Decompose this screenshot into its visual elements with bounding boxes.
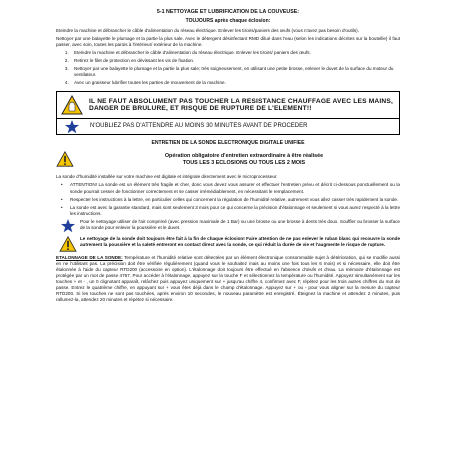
cleaning-note-row — [56, 219, 400, 233]
warning-row — [57, 92, 399, 119]
warning-triangle-hand-icon — [57, 95, 87, 115]
sensor-bullet: • ATTENTION! La sonde est un élément très fragile et cher, donc vous devez vous assurer et effectuer l'entretien prévu et décrit ci-dessous ponctuellement ou la sonde pourrait cesser de fonctionner correctement et se casser irrémédiablement, en nécessitant le remplacement. — [70, 182, 400, 194]
blue-star-icon — [56, 219, 80, 233]
sensor-bullet-list — [56, 182, 400, 216]
warning-triangle-icon — [56, 151, 88, 169]
warning-block-text: Le nettoyage de la sonde doit toujours être fait à la fin de chaque éclosion! Faire attention de ne pas enlever le ruban blanc qui recouvre la sonde autrement la poussière et la saleté entreront en contact direct avec la sonde, ce qui réduit la durée de vie et l'augmente le risque de rupture. — [80, 235, 400, 247]
warning-text: IL NE FAUT ABSOLUMENT PAS TOUCHER LA RESISTANCE CHAUFFAGE AVEC LES MAINS, DANGER DE BRULURE, ET RISQUE DE RUPTURE DE L'ELEMENT!! — [89, 97, 393, 113]
mandatory-operation-text — [88, 153, 400, 167]
intro-paragraph-1: Eteindre la machine et débrancher le câble d'alimentation du réseau électrique. Enlever les tiroirs/paniers des œufs (vous n'avez pas besoin d'outils). — [56, 27, 359, 33]
sensor-bullet: • La sonde est avec la garantie standard, mais sont seulement 3 mois pour ce qui concerne la précision d'étalonnage et seulement si vous aurez respecté à la lettre les instructions. — [70, 205, 400, 217]
document-page — [56, 9, 400, 305]
calibration-paragraph — [56, 255, 400, 304]
page-subtitle: TOUJOURS après chaque éclosion: — [185, 17, 271, 24]
cleaning-steps-list — [56, 50, 400, 86]
blue-star-icon — [57, 120, 87, 134]
mandatory-operation-line-1: Opération obligatoire d'entretien extraordinaire à être réalisée — [164, 153, 324, 160]
cleaning-step: 3. Nettoyer par une balayette le plumage et la partie la plus sale; très soigneusement, en utilisant une petite brosse, enlever le duvet de la surface du moteur du ventilateur. — [70, 66, 400, 78]
sensor-bullet: • Respecter les instructions à la lettre, en particulier celles qui concernent la régulation de l'humidité relative, autrement vous allez casser très rapidement la sonde. — [70, 197, 400, 203]
cleaning-step: 1. Eteindre la machine et débrancher le câble d'alimentation du réseau électrique. Enlever les tiroirs/ paniers des œufs. — [70, 50, 400, 56]
mandatory-operation-line-2: TOUS LES 3 ECLOSIONS OU TOUS LES 2 MOIS — [182, 160, 306, 167]
calibration-title: ETALONNAGE DE LA SONDE: — [56, 254, 123, 260]
notice-row — [57, 119, 399, 134]
sensor-intro-paragraph: La sonde d'humidité installée sur votre machine est digitale et intégrale directement avec le microprocesseur. — [56, 174, 278, 180]
intro-paragraph-2: Nettoyer par une balayette le plumage et la partie la plus sale. Avec le détergent désinfectant RMD dilué dans l'eau (selon les indications décrites sur la bouteille) il faut passer, avec soin, toutes les parois à l'intérieur/ extérieur de la machine. — [56, 35, 400, 47]
warning-box — [56, 91, 400, 135]
warning-triangle-icon — [56, 236, 80, 252]
cleaning-note-text: Pour le nettoyage utiliser de l'air comprimé (avec pression maximale de 1 Bar) ou une brosse ou une brosse à dents très doux. Souffler ou brosser la surface de la sonde pour enlever la poussière et le duvet. — [80, 218, 400, 230]
sensor-section-title: ENTRETIEN DE LA SONDE ELECTRONIQUE DIGITALE UNIFIEE — [151, 140, 305, 147]
notice-text: N'OUBLIEZ PAS D'ATTENDRE AU MOINS 30 MINUTES AVANT DE PROCEDER — [90, 123, 308, 129]
mandatory-operation-row — [56, 151, 400, 169]
calibration-text: Température et l'humidité relative sont détectées par un élément électronique consommable sujet à détérioration, qui se modifie aussi en ne l'utilisant pas. La précision doit être vérifiée régulièrement (quand vous le souhaitez mais au moins une fois tous les 6 mois) et si nécessaire, elle doit être étalonnée à l'aide du capteur RTD200 (accessoire en option). L'étalonnage doit toujours être effectué en l'absence d'œufs et d'eau. La mémoire d'étalonnage est protégée par un mot de passe 4767. Pour accéder à l'étalonnage, appuyez sur la touche F et sélectionnez la température ou l'humidité. Appuyez simultanément sur les touches + et - , un 0 clignotant apparaît, relâchez puis appuyez uniquement sur + jusqu'au chiffre 4, confirmez avec F, répétez pour les trois autres chiffres du mot de passe. Entrez le quatrième chiffre, en appuyant sur + vous êtes déjà dans le champ d'étalonnage. Appuyez sur + ou - pour vous aligner sur la mesure du capteur RTD200. Si les touches ne sont pas touchées, après environ 10 secondes, le nouveau paramètre est enregistré. Éteignez la machine et attendez 2 minutes, puis rallumez-la, attendez 20 minutes et répétez si nécessaire. — [56, 254, 400, 303]
cleaning-step: 4. Avec un graisseur lubrifier toutes les parties de mouvement de la machine. — [70, 80, 400, 86]
page-title: 5-1 NETTOYAGE ET LUBRIFICATION DE LA COUVEUSE: — [156, 9, 300, 15]
cleaning-step: 2. Retirez le filet de protection en dévissant les vis de fixation. — [70, 58, 400, 64]
warning-block-row — [56, 236, 400, 252]
